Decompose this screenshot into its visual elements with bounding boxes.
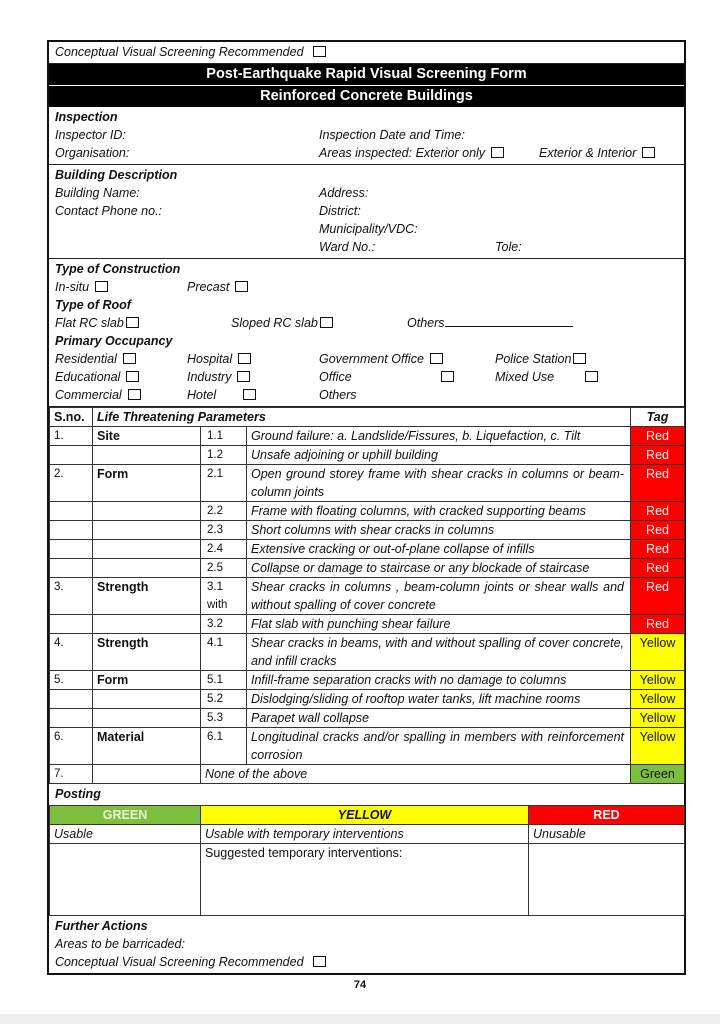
contact-phone-field[interactable]: Contact Phone no.: [55, 204, 163, 218]
hotel-checkbox[interactable] [243, 389, 256, 400]
usable-option[interactable]: Usable [50, 825, 201, 844]
row-number: 2.3 [201, 521, 247, 540]
educational-label: Educational [55, 370, 121, 384]
row-category [93, 521, 201, 540]
row-category [93, 709, 201, 728]
row-sno: 7. [50, 765, 93, 784]
row-tag[interactable]: Red [631, 540, 685, 559]
row-number: 1.2 [201, 446, 247, 465]
parameter-row [50, 559, 685, 578]
organisation-field[interactable]: Organisation: [55, 146, 130, 160]
parameter-row [50, 446, 685, 465]
parameter-row [50, 615, 685, 634]
form-title: Post-Earthquake Rapid Visual Screening Form [49, 64, 684, 85]
row-description: Open ground storey frame with shear cracks in columns or beam-column joints [247, 465, 631, 502]
building-heading: Building Description [55, 168, 178, 182]
row-tag[interactable]: Yellow [631, 709, 685, 728]
industry-checkbox[interactable] [237, 371, 250, 382]
red-notes-cell[interactable] [529, 844, 685, 916]
parameter-row [50, 578, 685, 615]
parameter-row [50, 427, 685, 446]
commercial-checkbox[interactable] [128, 389, 141, 400]
precast-checkbox[interactable] [235, 281, 248, 292]
row-number: 5.2 [201, 690, 247, 709]
row-description: Shear cracks in columns , beam-column joints or shear walls and without spalling of cover concrete [247, 578, 631, 615]
row-sno: 6. [50, 728, 93, 765]
row-category [93, 446, 201, 465]
parameter-row [50, 690, 685, 709]
row-number: 6.1 [201, 728, 247, 765]
row-category [93, 615, 201, 634]
further-actions-heading: Further Actions [55, 919, 148, 933]
row-category: Material [93, 728, 201, 765]
building-name-field[interactable]: Building Name: [55, 186, 140, 200]
tole-field[interactable]: Tole: [495, 240, 522, 254]
ward-field[interactable]: Ward No.: [319, 240, 376, 254]
row-category: Strength [93, 578, 201, 615]
parameter-row [50, 765, 685, 784]
row-sno [50, 521, 93, 540]
row-description: Infill-frame separation cracks with no damage to columns [247, 671, 631, 690]
row-category [93, 540, 201, 559]
police-station-label: Police Station [495, 352, 572, 366]
row-tag[interactable]: Yellow [631, 671, 685, 690]
row-tag[interactable]: Red [631, 559, 685, 578]
flat-rc-slab-checkbox[interactable] [126, 317, 139, 328]
bottom-strip [0, 1014, 720, 1024]
occupancy-others-label: Others [319, 388, 357, 402]
row-sno [50, 446, 93, 465]
residential-checkbox[interactable] [123, 353, 136, 364]
row-description: Extensive cracking or out-of-plane collapse of infills [247, 540, 631, 559]
flat-rc-slab-label: Flat RC slab [55, 316, 124, 330]
usable-temp-option[interactable]: Usable with temporary interventions [201, 825, 529, 844]
row-description: Longitudinal cracks and/or spalling in members with reinforcement corrosion [247, 728, 631, 765]
row-tag[interactable]: Red [631, 578, 685, 615]
office-label: Office [319, 370, 352, 384]
suggested-interventions-field[interactable]: Suggested temporary interventions: [201, 844, 529, 916]
row-tag[interactable]: Red [631, 502, 685, 521]
posting-heading: Posting [55, 787, 101, 801]
district-field[interactable]: District: [319, 204, 361, 218]
row-tag[interactable]: Yellow [631, 728, 685, 765]
row-description: Dislodging/sliding of rooftop water tanks, lift machine rooms [247, 690, 631, 709]
roof-others-label: Others [407, 316, 445, 330]
type-section [49, 259, 684, 407]
row-tag[interactable]: Red [631, 615, 685, 634]
hospital-label: Hospital [187, 352, 233, 366]
unusable-option[interactable]: Unusable [529, 825, 685, 844]
row-tag[interactable]: Green [631, 765, 685, 784]
row-tag[interactable]: Red [631, 427, 685, 446]
parameter-row [50, 465, 685, 502]
row-sno: 4. [50, 634, 93, 671]
precast-label: Precast [187, 280, 230, 294]
mixed-use-label: Mixed Use [495, 370, 555, 384]
parameter-row [50, 709, 685, 728]
row-sno: 5. [50, 671, 93, 690]
areas-inspected-label: Areas inspected: Exterior only [319, 146, 486, 160]
row-number: 3.1 with [201, 578, 247, 615]
rvs-form [47, 40, 686, 975]
exterior-only-checkbox[interactable] [491, 147, 504, 158]
row-description: Unsafe adjoining or uphill building [247, 446, 631, 465]
row-description: Flat slab with punching shear failure [247, 615, 631, 634]
parameters-header [50, 408, 685, 427]
row-category: Strength [93, 634, 201, 671]
posting-yellow-header: YELLOW [201, 806, 529, 825]
government-office-label: Government Office [319, 352, 424, 366]
row-sno [50, 502, 93, 521]
row-description: Collapse or damage to staircase or any blockade of staircase [247, 559, 631, 578]
posting-green-header: GREEN [50, 806, 201, 825]
address-field[interactable]: Address: [319, 186, 369, 200]
inspection-section [49, 107, 684, 165]
row-number: 2.2 [201, 502, 247, 521]
parameter-row [50, 634, 685, 671]
row-category [93, 690, 201, 709]
conceptual-label: Conceptual Visual Screening Recommended [55, 45, 304, 59]
occupancy-heading: Primary Occupancy [55, 334, 173, 348]
row-description: Shear cracks in beams, with and without spalling of cover concrete, and infill cracks [247, 634, 631, 671]
sloped-rc-slab-label: Sloped RC slab [231, 316, 318, 330]
mixed-use-checkbox[interactable] [585, 371, 598, 382]
row-sno [50, 615, 93, 634]
residential-label: Residential [55, 352, 117, 366]
row-category: Site [93, 427, 201, 446]
row-category [93, 502, 201, 521]
posting-red-header: RED [529, 806, 685, 825]
posting-heading-row [49, 784, 684, 805]
row-tag[interactable]: Red [631, 521, 685, 540]
parameter-row [50, 728, 685, 765]
parameter-row [50, 540, 685, 559]
conceptual-bottom-label: Conceptual Visual Screening Recommended [55, 955, 304, 969]
parameter-row [50, 502, 685, 521]
row-number: 3.2 [201, 615, 247, 634]
hotel-label: Hotel [187, 388, 217, 402]
inspection-date-field[interactable]: Inspection Date and Time: [319, 128, 465, 142]
row-category [93, 559, 201, 578]
in-situ-checkbox[interactable] [95, 281, 108, 292]
row-number: 2.5 [201, 559, 247, 578]
in-situ-label: In-situ [55, 280, 90, 294]
row-tag[interactable]: Yellow [631, 634, 685, 671]
construction-heading: Type of Construction [55, 262, 181, 276]
industry-label: Industry [187, 370, 232, 384]
row-number: 1.1 [201, 427, 247, 446]
parameter-row [50, 671, 685, 690]
row-description: None of the above [201, 765, 631, 784]
form-subtitle: Reinforced Concrete Buildings [49, 85, 684, 107]
row-description: Short columns with shear cracks in columns [247, 521, 631, 540]
row-sno [50, 559, 93, 578]
row-number: 5.3 [201, 709, 247, 728]
col-tag-header: Tag [631, 408, 685, 427]
inspector-id-field[interactable]: Inspector ID: [55, 128, 126, 142]
row-tag[interactable]: Red [631, 465, 685, 502]
building-section [49, 165, 684, 259]
row-number: 4.1 [201, 634, 247, 671]
roof-heading: Type of Roof [55, 298, 131, 312]
page-number: 74 [353, 979, 367, 991]
hospital-checkbox[interactable] [238, 353, 251, 364]
office-checkbox[interactable] [441, 371, 454, 382]
government-office-checkbox[interactable] [430, 353, 443, 364]
row-tag[interactable]: Red [631, 446, 685, 465]
row-description: Frame with floating columns, with cracked supporting beams [247, 502, 631, 521]
row-sno: 1. [50, 427, 93, 446]
row-number: 2.4 [201, 540, 247, 559]
row-description: Ground failure: a. Landslide/Fissures, b. Liquefaction, c. Tilt [247, 427, 631, 446]
row-tag[interactable]: Yellow [631, 690, 685, 709]
police-station-checkbox[interactable] [573, 353, 586, 364]
row-category [93, 765, 201, 784]
roof-others-input[interactable] [445, 314, 573, 327]
conceptual-top-row [49, 42, 684, 64]
conceptual-bottom-checkbox[interactable] [313, 956, 326, 967]
parameter-row [50, 521, 685, 540]
col-sno-header: S.no. [50, 408, 93, 427]
row-sno [50, 540, 93, 559]
row-description: Parapet wall collapse [247, 709, 631, 728]
row-sno [50, 690, 93, 709]
barricaded-field[interactable]: Areas to be barricaded: [55, 937, 185, 951]
row-category: Form [93, 465, 201, 502]
row-category: Form [93, 671, 201, 690]
municipality-field[interactable]: Municipality/VDC: [319, 222, 418, 236]
sloped-rc-slab-checkbox[interactable] [320, 317, 333, 328]
exterior-interior-checkbox[interactable] [642, 147, 655, 158]
conceptual-checkbox[interactable] [313, 46, 326, 57]
row-sno: 2. [50, 465, 93, 502]
exterior-interior-label: Exterior & Interior [539, 146, 637, 160]
col-params-header: Life Threatening Parameters [93, 408, 631, 427]
green-notes-cell[interactable] [50, 844, 201, 916]
row-number: 2.1 [201, 465, 247, 502]
parameters-table [49, 407, 685, 784]
further-actions-section [49, 916, 684, 973]
educational-checkbox[interactable] [126, 371, 139, 382]
inspection-heading: Inspection [55, 110, 118, 124]
row-sno: 3. [50, 578, 93, 615]
posting-table [49, 805, 685, 916]
commercial-label: Commercial [55, 388, 122, 402]
row-sno [50, 709, 93, 728]
row-number: 5.1 [201, 671, 247, 690]
